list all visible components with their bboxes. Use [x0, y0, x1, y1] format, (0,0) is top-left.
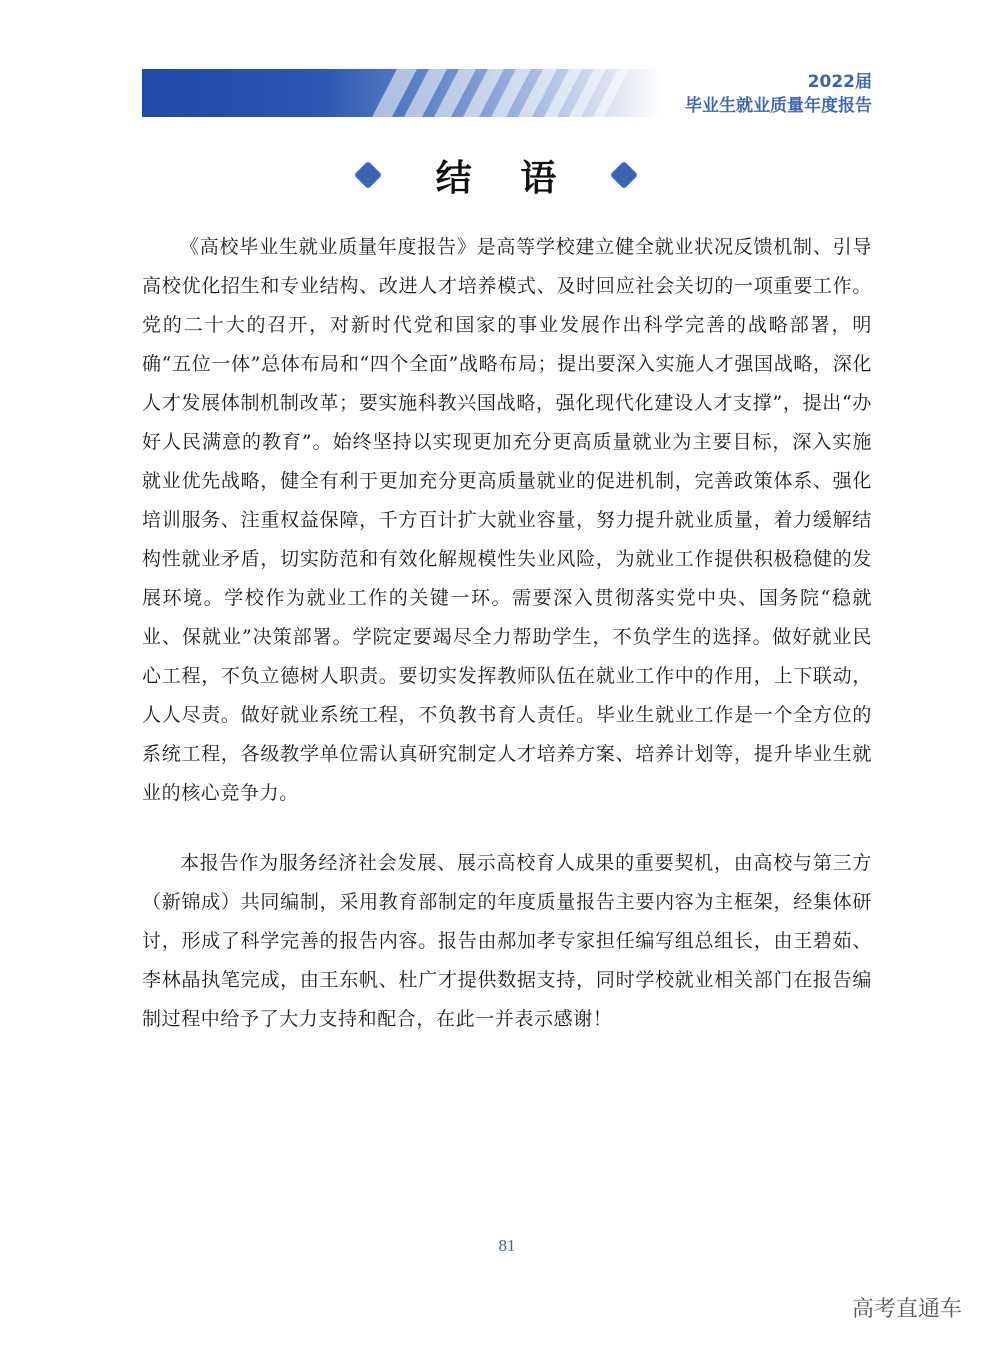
- header-gradient-band: [142, 69, 662, 117]
- report-year: 2022届: [807, 72, 872, 92]
- report-subtitle: 毕业生就业质量年度报告: [685, 96, 872, 116]
- section-title: 结 语: [435, 157, 575, 199]
- page-number: 81: [498, 1236, 516, 1255]
- paragraph: 《高校毕业生就业质量年度报告》是高等学校建立健全就业状况反馈机制、引导高校优化招生和专业结构、改进人才培养模式、及时回应社会关切的一项重要工作。党的二十大的召开，对新时代党和国家的事业发展作出科学完善的战略部署，明确“五位一体”总体布局和“四个全面”战略布局；提出要深入实施人才强国战略，深化人才发展体制机制改革；要实施科教兴国战略，强化现代化建设人才支撑”，提出“办好人民满意的教育”。始终坚持以实现更加充分更高质量就业为主要目标，深入实施就业优先战略，健全有利于更加充分更高质量就业的促进机制，完善政策体系、强化培训服务、注重权益保障，千方百计扩大就业容量，努力提升就业质量，着力缓解结构性就业矛盾，切实防范和有效化解规模性失业风险，为就业工作提供积极稳健的发展环境。学校作为就业工作的关键一环。需要深入贯彻落实党中央、国务院“稳就业、保就业”决策部署。学院定要竭尽全力帮助学生，不负学生的选择。做好就业民心工程，不负立德树人职责。要切实发挥教师队伍在就业工作中的作用，上下联动，人人尽责。做好就业系统工程，不负教书育人责任。毕业生就业工作是一个全方位的系统工程，各级教学单位需认真研究制定人才培养方案、培养计划等，提升毕业生就业的核心竞争力。: [142, 236, 872, 804]
- section-title-row: [0, 150, 992, 200]
- diamond-icon: [610, 161, 638, 189]
- paragraph: 本报告作为服务经济社会发展、展示高校育人成果的重要契机，由高校与第三方（新锦成）共同编制，采用教育部制定的年度质量报告主要内容为主框架，经集体研讨，形成了科学完善的报告内容。报告由郝加孝专家担任编写组总组长，由王碧茹、李林晶执笔完成，由王东帆、杜广才提供数据支持，同时学校就业相关部门在报告编制过程中给予了大力支持和配合，在此一并表示感谢！: [142, 852, 872, 1030]
- watermark-text: 高考直通车: [851, 1297, 962, 1322]
- header-band-graphic: [142, 69, 662, 117]
- conclusion-body: [142, 228, 872, 1039]
- report-header: [685, 70, 872, 118]
- diamond-icon: [354, 161, 382, 189]
